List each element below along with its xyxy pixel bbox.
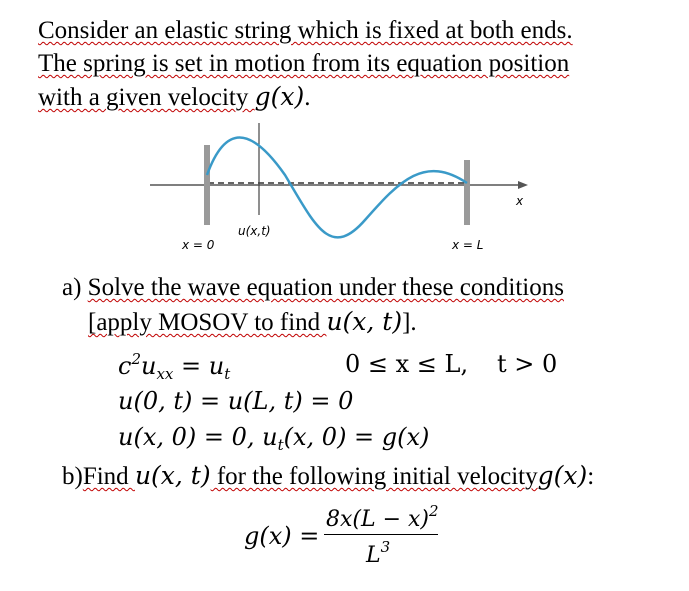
- part-b-colon: :: [587, 463, 595, 490]
- eq1-sup: 2: [131, 350, 141, 368]
- boundary-conditions: u(0, t) = u(L, t) = 0: [118, 387, 354, 415]
- denominator-text: L: [366, 543, 381, 568]
- string-wave: [207, 138, 467, 238]
- eq1-u: u: [141, 352, 157, 380]
- initial-conditions: [118, 423, 429, 454]
- numerator-sup: 2: [429, 502, 439, 520]
- part-b-label: b): [62, 463, 83, 490]
- gx-denominator: [366, 538, 390, 568]
- eq1-domain: 0 ≤ x ≤ L,: [345, 350, 469, 378]
- x-axis-arrow-icon: [518, 181, 528, 189]
- string-wave-figure: [140, 115, 540, 255]
- intro-text-2: The spring is set in motion from its equation position: [38, 50, 570, 77]
- intro-line-3: [38, 80, 310, 114]
- intro-period: .: [304, 84, 311, 111]
- part-a-line-2: [88, 307, 417, 337]
- label-x-axis: x: [516, 194, 524, 208]
- left-support: [204, 145, 210, 225]
- eq1-rhs: = u: [173, 352, 225, 380]
- eq3-sub: t: [277, 436, 284, 454]
- part-a-suffix: ].: [402, 309, 417, 336]
- intro-line-2: [38, 47, 569, 80]
- part-b-line: [62, 461, 594, 491]
- fraction-bar: [324, 534, 438, 535]
- eq1-rhs-sub: t: [224, 365, 231, 383]
- gx-lhs: g(x) =: [244, 522, 320, 550]
- part-a-math-u: u(x, t): [326, 307, 403, 336]
- part-b-find: Find: [82, 463, 135, 490]
- part-a-text-2: [apply MOSOV to find: [88, 309, 327, 336]
- part-b-text: for the following initial velocity: [210, 463, 538, 490]
- wave-equation: [118, 350, 230, 383]
- eq3-a: u(x, 0) = 0, u: [118, 423, 278, 451]
- part-a-text-1: Solve the wave equation under these conditions: [87, 274, 564, 301]
- numerator-text: 8x(L − x): [326, 507, 430, 532]
- label-u: u(x,t): [238, 224, 271, 238]
- intro-line-1: [38, 14, 573, 47]
- eq1-sub: xx: [156, 365, 174, 383]
- label-xL: x = L: [452, 238, 484, 252]
- gx-numerator: [326, 502, 439, 532]
- eq3-b: (x, 0) = g(x): [283, 423, 430, 451]
- part-b-math-u: u(x, t): [134, 461, 211, 490]
- eq1-c: c: [118, 352, 132, 380]
- eq1-time: t > 0: [497, 350, 558, 378]
- denominator-sup: 3: [380, 538, 391, 556]
- intro-math-g: g(x): [254, 82, 305, 111]
- part-b-math-g: g(x): [537, 461, 588, 490]
- label-x0: x = 0: [182, 238, 215, 252]
- right-support: [464, 160, 470, 225]
- part-a-label: a): [62, 274, 82, 301]
- intro-text-1: Consider an elastic string which is fixed at both ends.: [38, 17, 573, 44]
- part-a-line-1: [62, 274, 564, 302]
- intro-text-3: with a given velocity: [38, 84, 255, 111]
